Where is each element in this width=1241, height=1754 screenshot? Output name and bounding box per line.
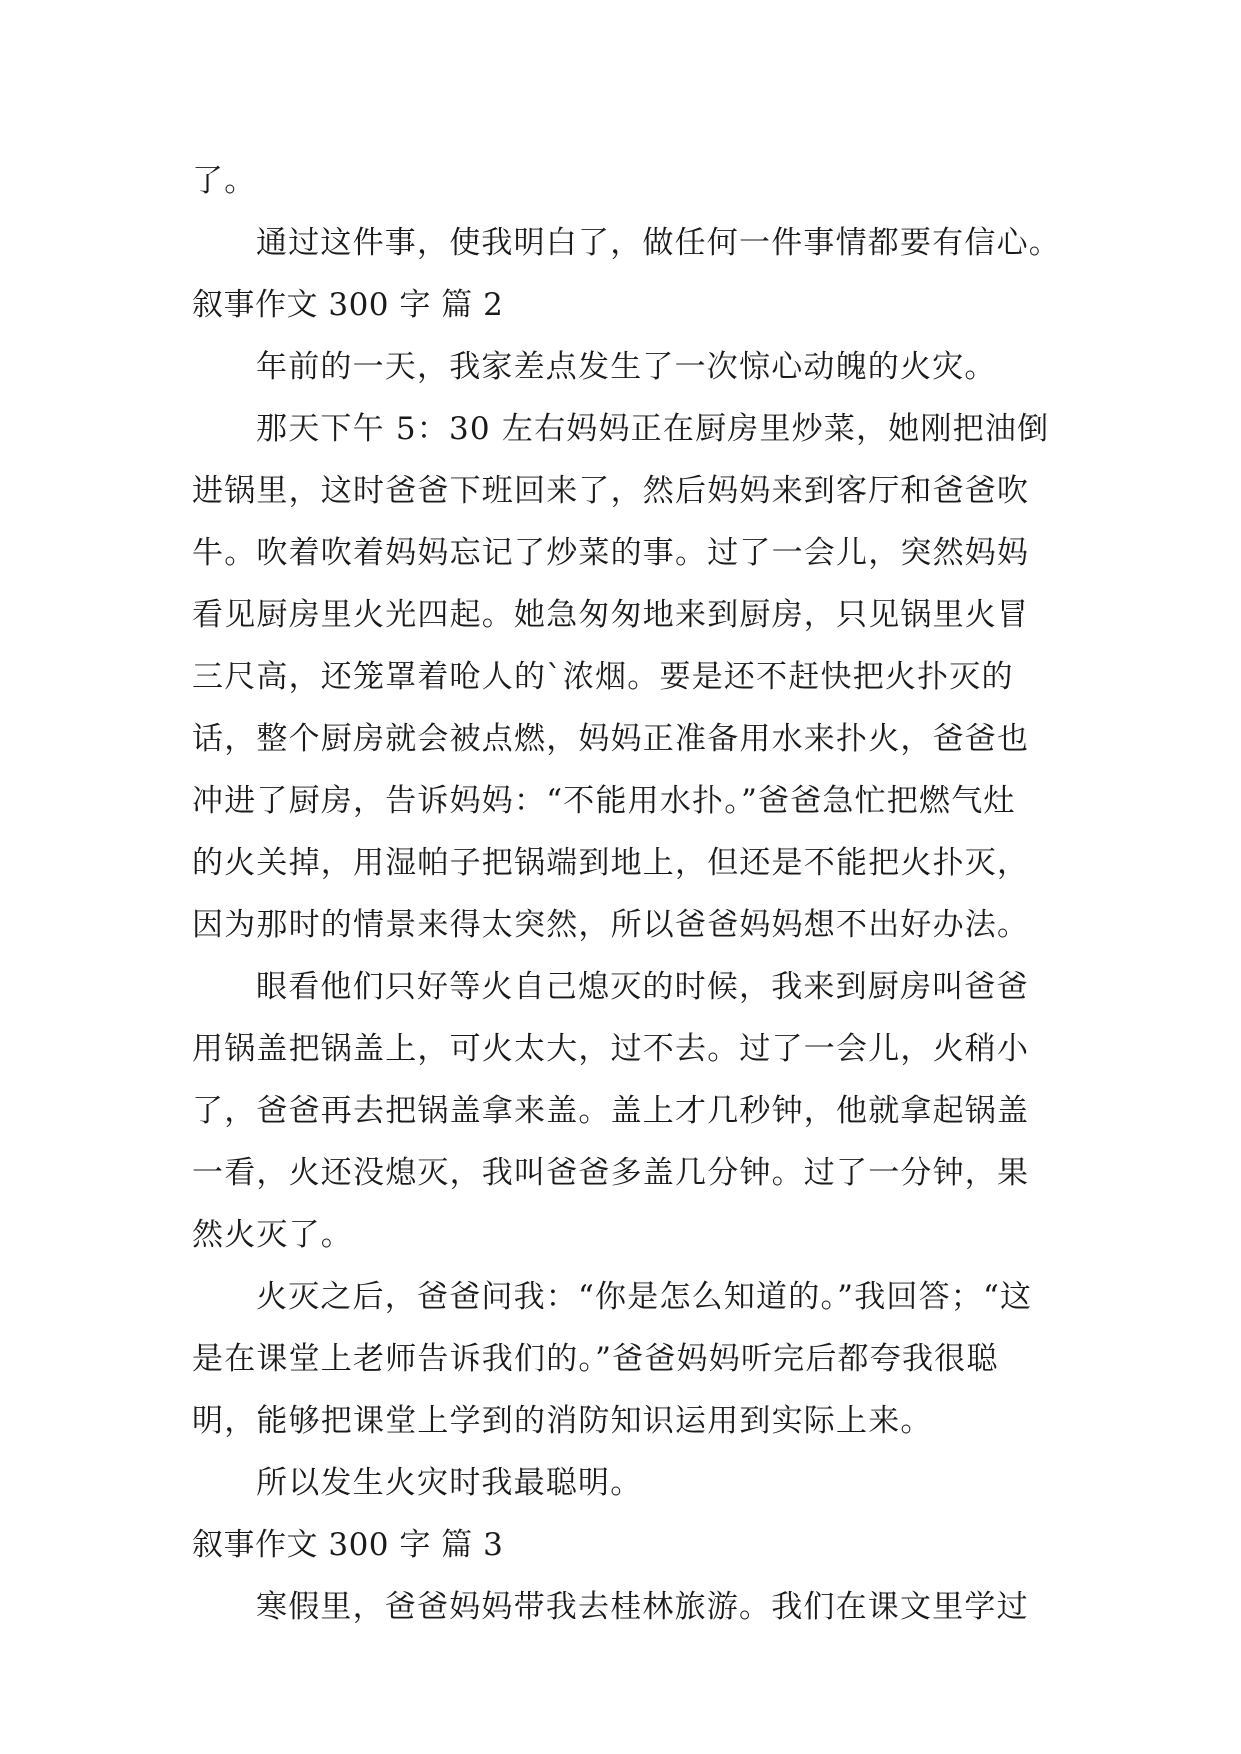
- text-line: 话，整个厨房就会被点燃，妈妈正准备用水来扑火，爸爸也: [192, 721, 1030, 757]
- text-line: 冲进了厨房，告诉妈妈：“不能用水扑。”爸爸急忙把燃气灶: [192, 783, 1016, 819]
- text-line: 然火灭了。: [192, 1217, 353, 1253]
- text-line: 一看，火还没熄灭，我叫爸爸多盖几分钟。过了一分钟，果: [192, 1155, 1030, 1191]
- text-line: 那天下午 5：30 左右妈妈正在厨房里炒菜，她刚把油倒: [256, 411, 1050, 447]
- text-line: 用锅盖把锅盖上，可火太大，过不去。过了一会儿，火稍小: [192, 1031, 1030, 1067]
- section-heading: 叙事作文 300 字 篇 3: [192, 1527, 504, 1563]
- text-line: 眼看他们只好等火自己熄灭的时候，我来到厨房叫爸爸: [256, 969, 1029, 1005]
- text-line: 进锅里，这时爸爸下班回来了，然后妈妈来到客厅和爸爸吹: [192, 473, 1030, 509]
- text-line: 三尺高，还笼罩着呛人的`浓烟。要是还不赶快把火扑灭的: [192, 659, 1014, 695]
- section-heading: 叙事作文 300 字 篇 2: [192, 287, 504, 323]
- text-line: 看见厨房里火光四起。她急匆匆地来到厨房，只见锅里火冒: [192, 597, 1030, 633]
- document-page: [192, 150, 1062, 1638]
- text-line: 寒假里，爸爸妈妈带我去桂林旅游。我们在课文里学过: [256, 1589, 1029, 1625]
- text-line: 因为那时的情景来得太突然，所以爸爸妈妈想不出好办法。: [192, 907, 1030, 943]
- text-line: 的火关掉，用湿帕子把锅端到地上，但还是不能把火扑灭，: [192, 845, 1030, 881]
- text-line: 火灭之后，爸爸问我：“你是怎么知道的。”我回答；“这: [256, 1279, 1033, 1315]
- text-line: 了，爸爸再去把锅盖拿来盖。盖上才几秒钟，他就拿起锅盖: [192, 1093, 1030, 1129]
- text-line: 明，能够把课堂上学到的消防知识运用到实际上来。: [192, 1403, 933, 1439]
- text-line: 所以发生火灾时我最聪明。: [256, 1465, 643, 1501]
- text-line: 是在课堂上老师告诉我们的。”爸爸妈妈听完后都夸我很聪: [192, 1341, 999, 1377]
- text-line: 了。: [192, 163, 257, 199]
- text-line: 年前的一天，我家差点发生了一次惊心动魄的火灾。: [256, 349, 997, 385]
- text-line: 牛。吹着吹着妈妈忘记了炒菜的事。过了一会儿，突然妈妈: [192, 535, 1030, 571]
- text-line: 通过这件事，使我明白了，做任何一件事情都要有信心。: [256, 225, 1061, 261]
